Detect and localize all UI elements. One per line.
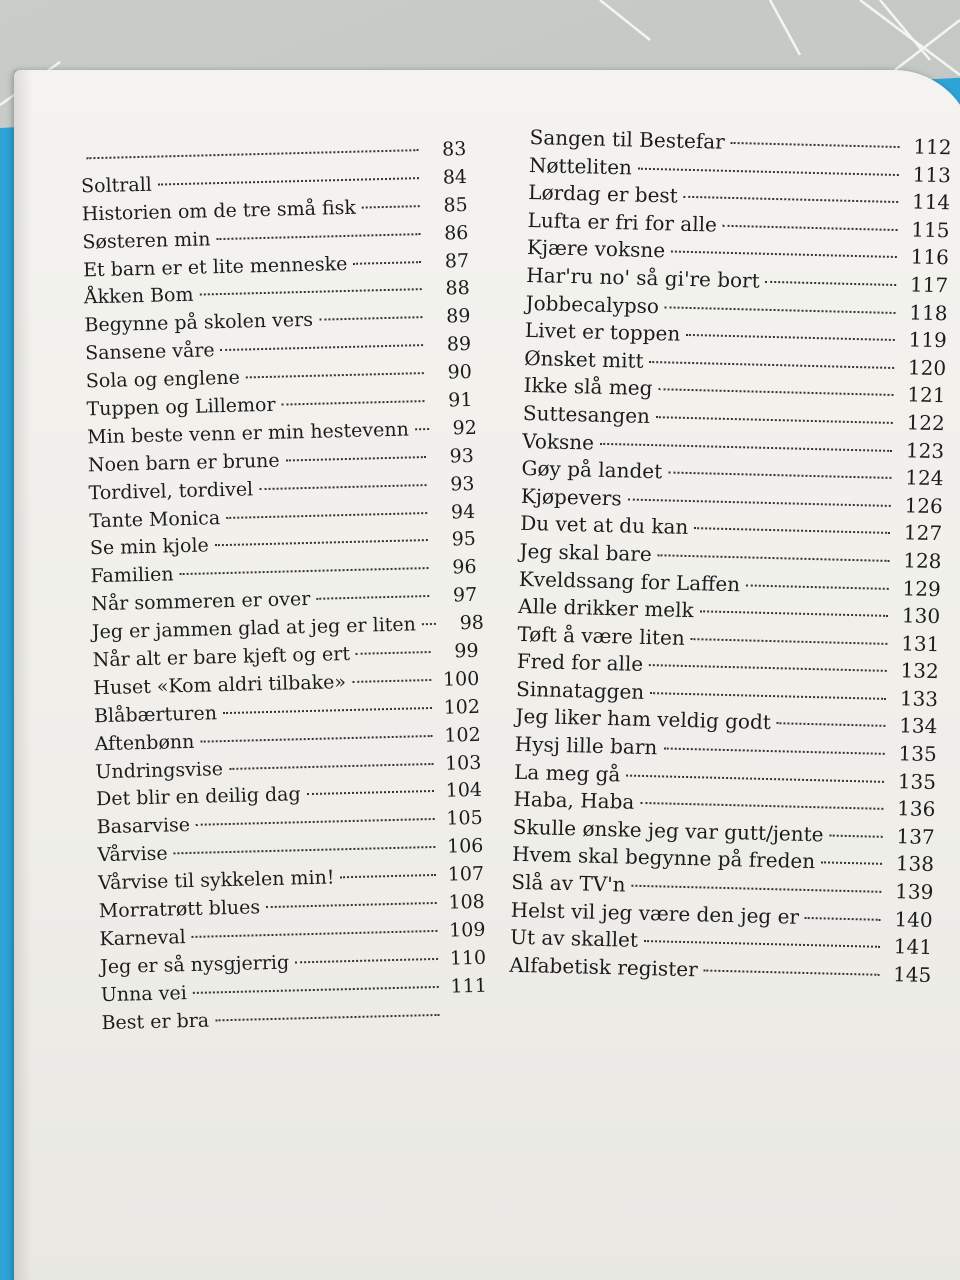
toc-entry-page: 124 [904,465,944,491]
toc-entry-page [446,1019,488,1020]
toc-entry-page: 92 [452,416,478,440]
toc-dot-leader [668,472,891,479]
toc-entry-page: 141 [893,934,933,960]
toc-dot-leader [632,885,882,893]
toc-dot-leader [829,834,882,837]
toc-entry-title: Voksne [521,428,595,455]
toc-entry-page: 90 [447,361,473,384]
toc-entry-title: Skulle ønske jeg var gutt/jente [512,814,824,847]
toc-entry-title: Begynne på skolen vers [84,309,314,337]
toc-entry-page: 91 [448,388,473,412]
toc-dot-leader [316,595,429,600]
toc-entry-page: 110 [449,946,487,970]
toc-entry-page: 120 [907,355,947,380]
toc-entry-title: Best er bra [101,1009,210,1034]
toc-dot-leader [356,651,431,655]
toc-entry-title: Søsteren min [82,227,211,254]
toc-dot-leader [226,512,427,519]
toc-entry-page: 99 [454,639,479,663]
toc-dot-leader [193,986,439,994]
toc-entry-page: 119 [908,327,948,353]
toc-dot-leader [216,233,420,240]
toc-dot-leader [340,874,436,878]
toc-dot-leader [626,774,884,782]
toc-entry-title: Slå av TV'n [511,869,626,897]
toc-entry-page: 104 [445,779,483,803]
toc-entry-title: Kjære voksne [526,235,666,263]
toc-dot-leader [665,306,896,314]
toc-dot-leader [282,400,425,405]
toc-entry-title: Vårvise til sykkelen min! [97,866,335,895]
toc-entry-title: Aftenbønn [94,730,195,755]
toc-entry-page: 83 [441,137,467,161]
toc-entry-page: 112 [913,134,952,160]
toc-dot-leader [422,623,436,625]
toc-entry-title: Sinnataggen [515,676,645,704]
toc-entry-page: 135 [898,741,938,767]
toc-entry-page: 84 [442,165,468,189]
toc-entry-title: Karneval [99,926,186,951]
toc-entry-page: 126 [904,492,944,518]
toc-dot-leader [663,748,884,755]
toc-entry-title: Ikke slå meg [523,373,653,401]
toc-dot-leader [246,372,424,378]
toc-dot-leader [656,416,893,424]
toc-dot-leader [259,484,426,490]
toc-entry-title: Gøy på landet [521,456,663,484]
toc-dot-leader [691,638,888,645]
toc-right-column [509,124,952,989]
toc-entry-page: 97 [452,584,478,607]
toc-entry-page: 117 [909,272,949,298]
toc-dot-leader [174,846,436,854]
toc-entry-title: Tuppen og Lillemor [86,393,276,421]
toc-entry-title: Hvem skal begynne på freden [511,842,816,874]
toc-dot-leader [286,456,426,461]
toc-entry-title: Jeg skal bare [519,538,653,567]
toc-dot-leader [200,735,432,743]
toc-dot-leader [638,167,899,175]
toc-entry-page: 102 [444,723,481,747]
toc-dot-leader [352,679,431,683]
toc-entry-title: Har'ru no' så gi're bort [526,262,760,293]
toc-entry-title: Morratrøtt blues [98,896,261,923]
toc-entry-title: Åkken Bom [83,284,194,309]
toc-dot-leader [723,225,898,231]
toc-dot-leader [180,567,429,575]
toc-dot-leader [766,281,897,286]
toc-entry-page: 121 [907,382,946,408]
toc-entry-title: La meg gå [513,759,621,787]
toc-entry-title: Undringsvise [95,757,224,783]
toc-entry-page: 102 [443,695,481,719]
toc-entry-title: Blåbærturen [93,702,218,728]
toc-entry-page: 114 [911,189,951,215]
toc-dot-leader [223,707,432,714]
toc-dot-leader [158,177,419,185]
toc-entry-title: Jobbecalypso [525,290,660,318]
toc-entry-title: Jeg liker ham veldig godt [515,704,772,735]
toc-entry-page: 88 [445,277,470,300]
toc-entry-title: Jeg er så nysgjerrig [99,951,290,979]
toc-entry-page: 111 [450,974,488,998]
toc-entry-page: 105 [446,807,483,831]
toc-entry-page: 131 [900,630,940,656]
toc-left-column [80,136,488,1038]
toc-entry-title: Historien om de tre små fisk [81,196,357,226]
toc-entry-page: 109 [448,918,486,942]
toc-entry-title: Haba, Haba [513,787,635,814]
toc-entry-title: Basarvise [96,814,191,839]
toc-entry-page: 139 [894,879,934,905]
toc-entry-title: Kveldssang for Laffen [518,566,741,596]
toc-dot-leader [86,149,418,159]
toc-dot-leader [671,251,897,259]
toc-dot-leader [215,540,428,547]
toc-entry-title: Hysj lille barn [514,731,658,760]
toc-entry-page: 108 [448,890,485,914]
toc-entry-page: 100 [442,667,480,691]
toc-entry-page: 145 [892,961,932,987]
toc-entry-title: Lørdag er best [528,180,679,208]
toc-dot-leader [295,958,438,963]
toc-entry-title: Sansene våre [84,339,215,365]
toc-entry-title: Familien [90,563,174,588]
toc-dot-leader [215,1014,439,1021]
toc-entry-page: 98 [459,611,485,635]
toc-dot-leader [199,289,421,296]
toc-entry-page: 94 [450,500,476,524]
toc-entry-title: Nøtteliten [528,152,633,180]
toc-dot-leader [700,610,888,617]
toc-entry-page: 103 [444,751,482,775]
toc-entry-page: 132 [900,658,940,684]
toc-entry-page: 95 [451,528,477,551]
toc-entry-page: 96 [452,556,477,579]
toc-dot-leader [686,334,895,341]
toc-dot-leader [628,498,891,506]
toc-entry-title: Suttesangen [522,400,651,428]
toc-entry-title: Tante Monica [89,506,221,532]
toc-entry-page: 86 [443,221,469,245]
toc-entry-title: Vårvise [97,842,168,867]
toc-entry-page: 127 [903,520,943,546]
toc-entry-title: Lufta er fri for alle [527,207,718,237]
toc-dot-leader [319,316,423,321]
toc-dot-leader [694,527,890,534]
toc-entry-title: Unna vei [100,981,188,1006]
toc-entry-title: Soltrall [80,173,153,198]
toc-entry-title: Ut av skallet [509,924,639,953]
toc-entry-title: Tordivel, tordivel [88,477,254,505]
toc-entry-title: Når sommeren er over [91,588,311,616]
toc-entry-page: 134 [898,713,938,739]
toc-entry-page: 123 [905,437,945,463]
toc-entry-title: Huset «Kom aldri tilbake» [93,671,347,700]
toc-dot-leader [600,442,892,451]
toc-entry-page: 116 [910,244,950,270]
toc-entry-title: Se min kjole [89,534,210,560]
toc-entry-page: 107 [447,862,485,886]
toc-dot-leader [192,930,438,938]
toc-entry-title: Det blir en deilig dag [95,783,301,811]
toc-entry-title: Tøft å være liten [517,621,686,650]
toc-dot-leader [777,723,886,728]
toc-entry-page: 106 [446,835,484,858]
toc-dot-leader [704,969,880,975]
toc-entry-title: Sangen til Bestefar [529,124,726,154]
toc-entry-page: 118 [909,299,948,325]
toc-entry-page: 137 [896,824,935,849]
toc-entry-page: 87 [444,249,470,273]
toc-entry-page: 113 [912,161,952,187]
toc-dot-leader [649,664,887,672]
toc-entry-page: 129 [902,575,942,601]
toc-entry-title: Du vet at du kan [519,511,689,540]
toc-entry-title: Alle drikker melk [517,593,694,623]
toc-dot-leader [229,763,433,770]
toc-entry-page: 136 [896,796,936,822]
toc-dot-leader [640,802,883,810]
toc-entry-title: Sola og englene [85,366,241,393]
toc-entry-page: 93 [450,472,475,496]
toc-entry-page: 89 [445,305,471,328]
toc-entry-page: 138 [895,851,935,877]
toc-dot-leader [415,428,429,430]
toc-dot-leader [684,196,899,203]
toc-dot-leader [644,940,880,948]
toc-dot-leader [821,862,882,865]
toc-entry-title: Helst vil jeg være den jeg er [510,897,800,929]
toc-dot-leader [805,917,881,921]
toc-dot-leader [362,205,420,208]
toc-entry-page: 115 [911,217,950,243]
toc-dot-leader [731,142,900,148]
toc-entry-title: Livet er toppen [524,318,681,346]
toc-entry-title: Et barn er et lite menneske [82,252,348,281]
toc-entry-title: Min beste venn er min hestevenn [86,418,410,449]
toc-entry-title: Når alt er bare kjeft og ert [92,643,351,672]
toc-dot-leader [658,389,893,397]
toc-entry-title: Fred for alle [516,649,644,677]
toc-entry-page: 85 [443,193,468,217]
toc-entry-page: 93 [449,444,475,468]
toc-entry-title: Noen barn er brune [87,449,280,477]
toc-entry-title: Ønsket mitt [523,345,644,373]
toc-dot-leader [266,902,437,908]
toc-dot-leader [746,584,889,589]
toc-dot-leader [658,554,890,562]
toc-dot-leader [650,361,895,369]
toc-entry-page: 140 [894,906,933,932]
toc-entry-title: Alfabetisk register [509,952,698,982]
toc-entry-page: 133 [899,686,939,712]
toc-entry-page: 89 [446,333,472,356]
toc-entry-page: 128 [902,548,942,574]
toc-entry-title: Jeg er jammen glad at jeg er liten [91,613,417,644]
toc-entry-page: 130 [901,603,941,629]
toc-entry-page: 135 [897,768,937,794]
toc-dot-leader [196,818,435,826]
toc-dot-leader [307,790,434,795]
toc-entry-title: Kjøpevers [520,483,622,511]
toc-dot-leader [650,692,886,700]
toc-dot-leader [353,261,421,265]
toc-dot-leader [221,344,424,351]
toc-entry-page: 122 [906,410,946,436]
